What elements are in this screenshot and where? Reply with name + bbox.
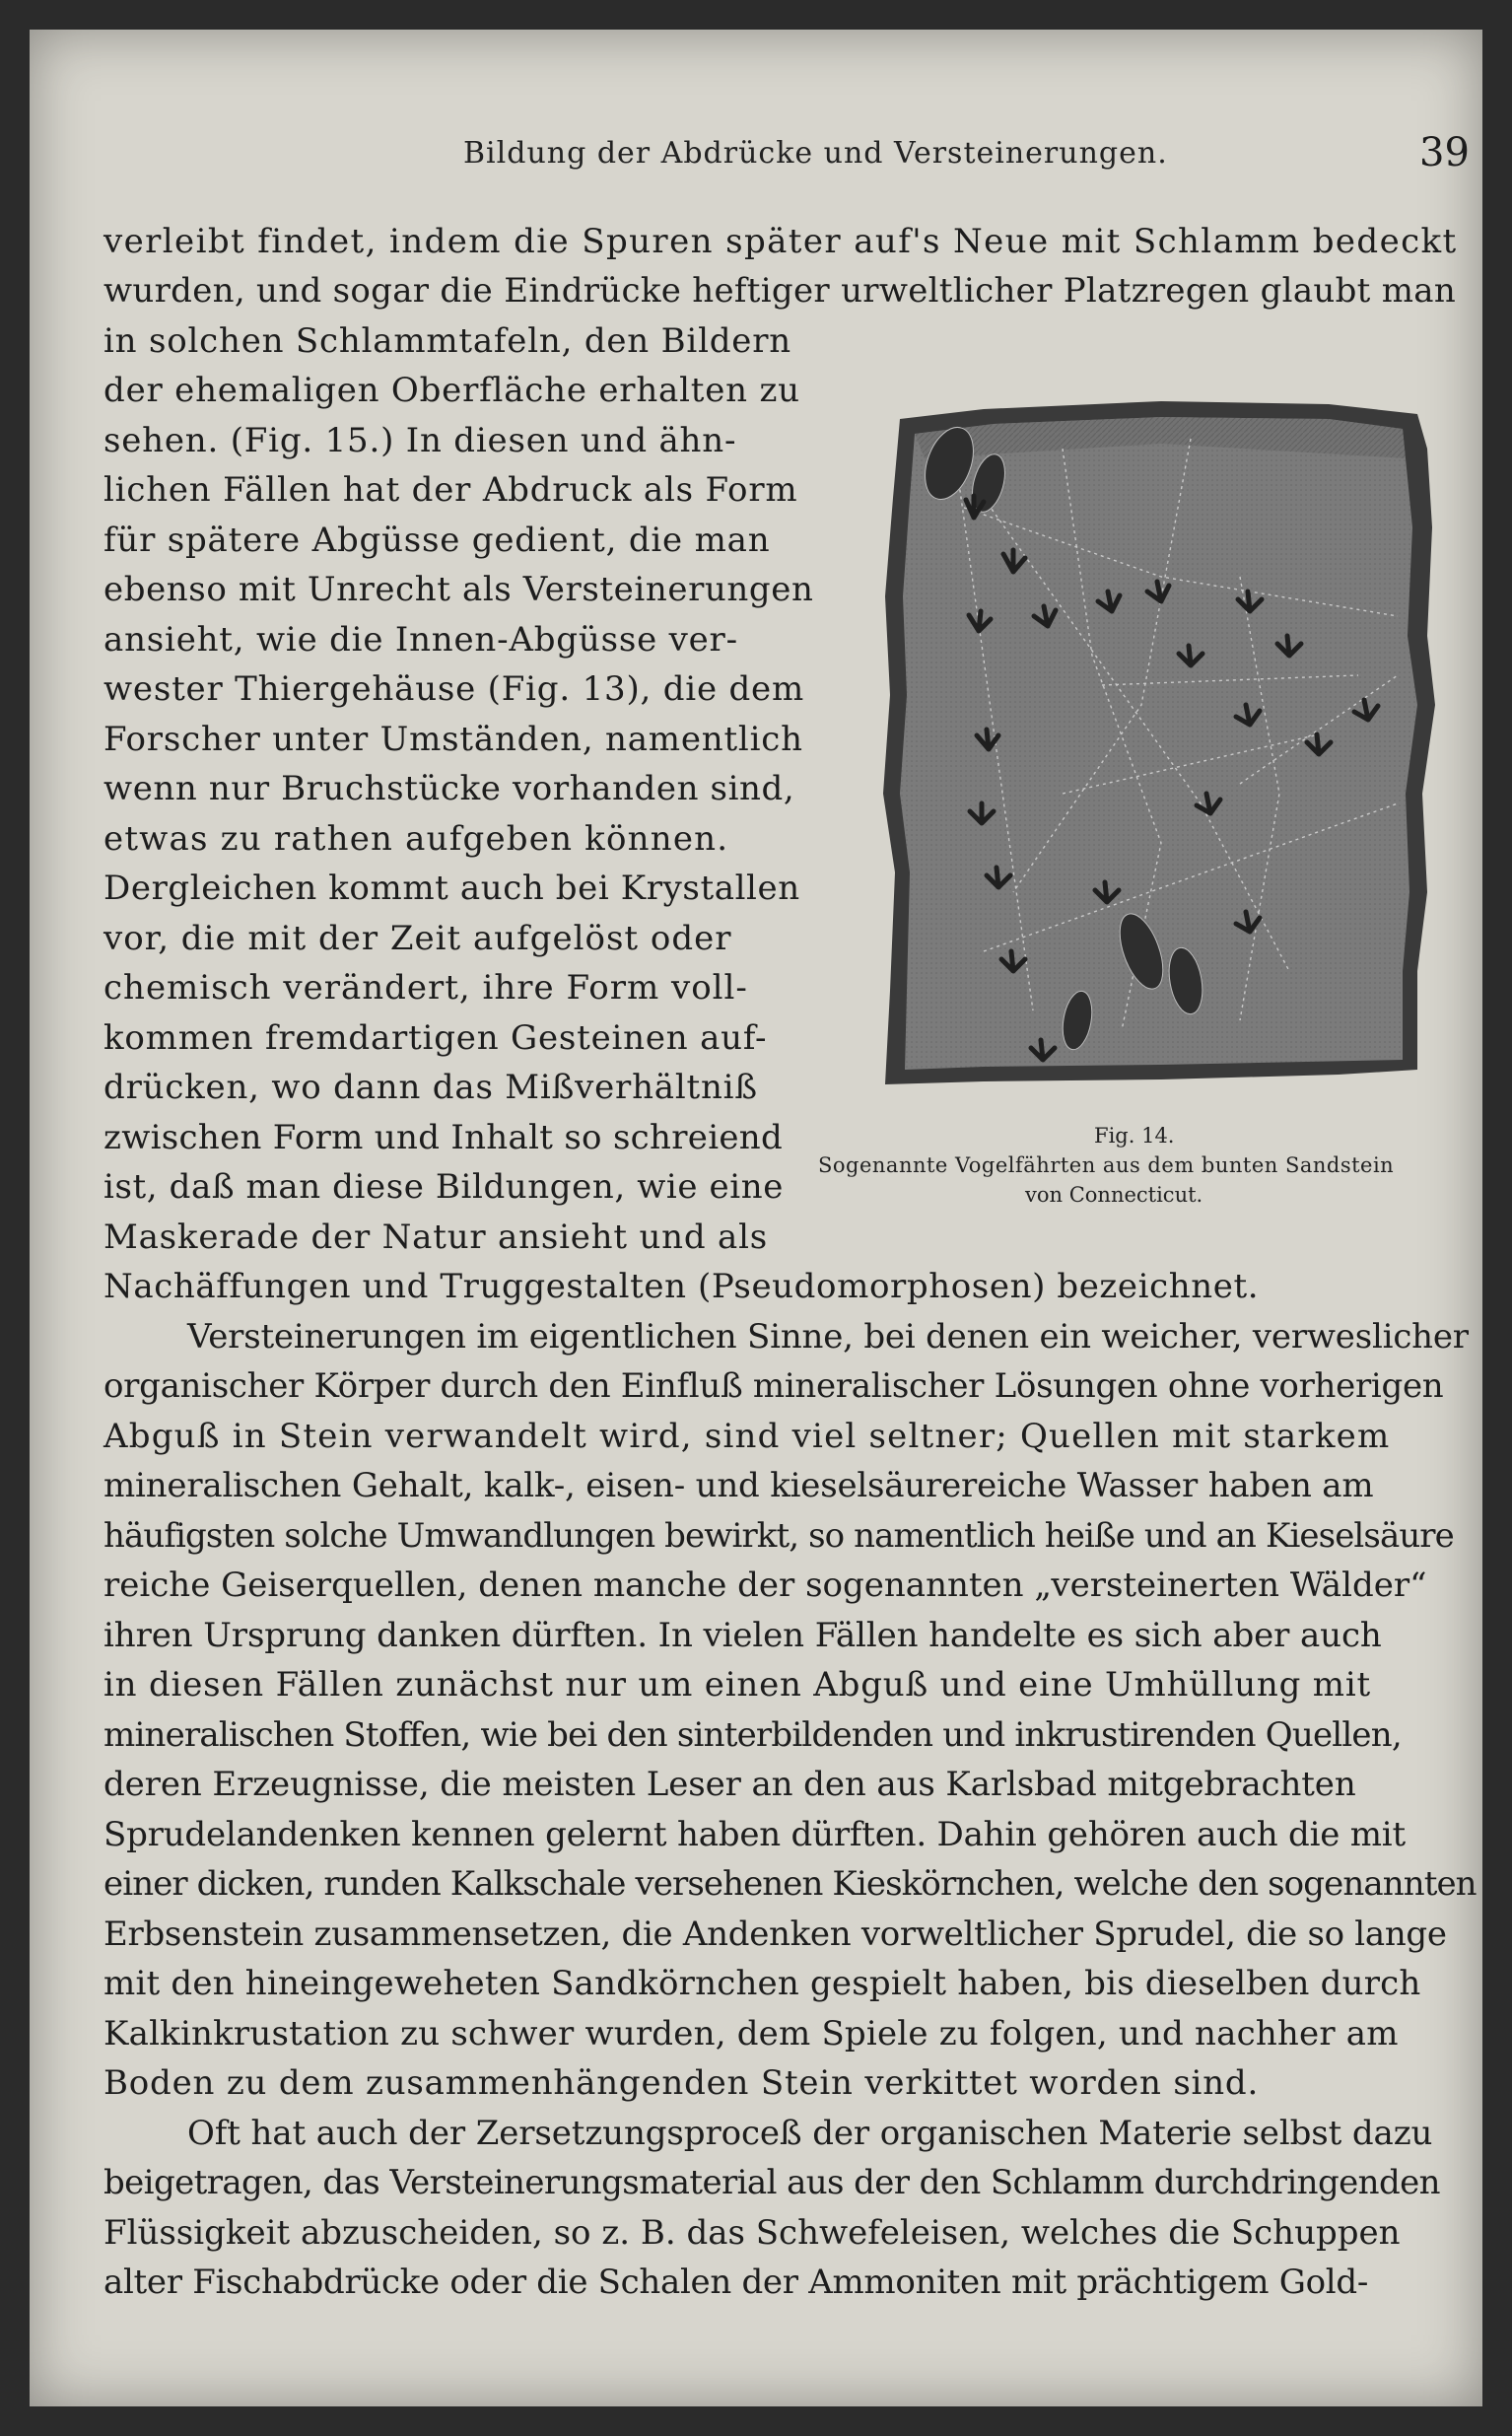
text-line: zwischen Form und Inhalt so schreiend <box>103 1118 784 1157</box>
figure-caption-line-2: von Connecticut. <box>1025 1183 1203 1207</box>
text-line: Boden zu dem zusammenhängenden Stein verkittet worden sind. <box>103 2063 1260 2103</box>
text-line: wurden, und sogar die Eindrücke heftiger urweltlicher Platzregen glaubt man <box>103 271 1457 311</box>
text-line: ist, daß man diese Bildungen, wie eine <box>103 1167 784 1207</box>
running-head: Bildung der Abdrücke und Versteinerungen. <box>463 136 1168 171</box>
text-line: für spätere Abgüsse gedient, die man <box>103 521 771 560</box>
text-line: organischer Körper durch den Einfluß mineralischer Lösungen ohne vorherigen <box>103 1366 1444 1406</box>
page-number: 39 <box>1419 130 1470 175</box>
figure-fossil-footprints <box>865 380 1457 1094</box>
text-line: mit den hineingeweheten Sandkörnchen gespielt haben, bis dieselben durch <box>103 1964 1421 2003</box>
text-line: lichen Fällen hat der Abdruck als Form <box>103 470 798 510</box>
book-page <box>30 30 1482 2406</box>
text-line: drücken, wo dann das Mißverhältniß <box>103 1068 758 1107</box>
text-line: Sprudelandenken kennen gelernt haben dürften. Dahin gehören auch die mit <box>103 1815 1406 1854</box>
text-line: Kalkinkrustation zu schwer wurden, dem Spiele zu folgen, und nachher am <box>103 2014 1399 2053</box>
text-line: alter Fischabdrücke oder die Schalen der Ammoniten mit prächtigem Gold- <box>103 2262 1369 2302</box>
text-line: in diesen Fällen zunächst nur um einen Abguß und eine Umhüllung mit <box>103 1665 1371 1705</box>
text-line: Erbsenstein zusammensetzen, die Andenken vorweltlicher Sprudel, die so lange <box>103 1914 1447 1954</box>
text-line: der ehemaligen Oberfläche erhalten zu <box>103 371 800 410</box>
text-line: ebenso mit Unrecht als Versteinerungen <box>103 570 814 609</box>
text-line: sehen. (Fig. 15.) In diesen und ähn- <box>103 421 737 460</box>
text-line: einer dicken, runden Kalkschale versehenen Kieskörnchen, welche den sogenannten <box>103 1864 1477 1904</box>
text-line: Flüssigkeit abzuscheiden, so z. B. das Schwefeleisen, welches die Schuppen <box>103 2213 1401 2253</box>
text-line: wester Thiergehäuse (Fig. 13), die dem <box>103 669 805 709</box>
text-line: beigetragen, das Versteinerungsmaterial aus der den Schlamm durchdringenden <box>103 2163 1440 2202</box>
text-line: Abguß in Stein verwandelt wird, sind viel seltner; Quellen mit starkem <box>103 1417 1391 1456</box>
text-line: vor, die mit der Zeit aufgelöst oder <box>103 919 732 958</box>
text-line: chemisch verändert, ihre Form voll- <box>103 968 748 1008</box>
text-line: reiche Geiserquellen, denen manche der sogenannten „versteinerten Wälder“ <box>103 1566 1427 1605</box>
text-line: etwas zu rathen aufgeben können. <box>103 819 729 859</box>
text-line: mineralischen Gehalt, kalk-, eisen- und kieselsäurereiche Wasser haben am <box>103 1466 1374 1505</box>
text-line: Nachäffungen und Truggestalten (Pseudomorphosen) bezeichnet. <box>103 1267 1260 1306</box>
text-line: ihren Ursprung danken dürften. In vielen Fällen handelte es sich aber auch <box>103 1616 1382 1655</box>
text-line: deren Erzeugnisse, die meisten Leser an den aus Karlsbad mitgebrachten <box>103 1765 1356 1804</box>
text-line: Dergleichen kommt auch bei Krystallen <box>103 869 800 908</box>
text-line: Forscher unter Umständen, namentlich <box>103 720 803 759</box>
text-line: Maskerade der Natur ansieht und als <box>103 1218 768 1257</box>
sandstone-slab-illustration <box>865 380 1457 1094</box>
text-line: mineralischen Stoffen, wie bei den sinterbildenden und inkrustirenden Quellen, <box>103 1715 1402 1755</box>
text-line: kommen fremdartigen Gesteinen auf- <box>103 1018 768 1058</box>
text-line: Versteinerungen im eigentlichen Sinne, bei denen ein weicher, verweslicher <box>187 1317 1469 1357</box>
text-line: ansieht, wie die Innen-Abgüsse ver- <box>103 620 738 660</box>
figure-label: Fig. 14. <box>1094 1124 1175 1148</box>
text-line: häufigsten solche Umwandlungen bewirkt, so namentlich heiße und an Kieselsäure <box>103 1516 1454 1556</box>
text-line: Oft hat auch der Zersetzungsproceß der organischen Materie selbst dazu <box>187 2114 1433 2153</box>
text-line: verleibt findet, indem die Spuren später auf's Neue mit Schlamm bedeckt <box>103 222 1458 261</box>
text-line: wenn nur Bruchstücke vorhanden sind, <box>103 769 795 808</box>
text-line: in solchen Schlammtafeln, den Bildern <box>103 321 791 361</box>
figure-caption-line-1: Sogenannte Vogelfährten aus dem bunten Sandstein <box>818 1153 1395 1177</box>
